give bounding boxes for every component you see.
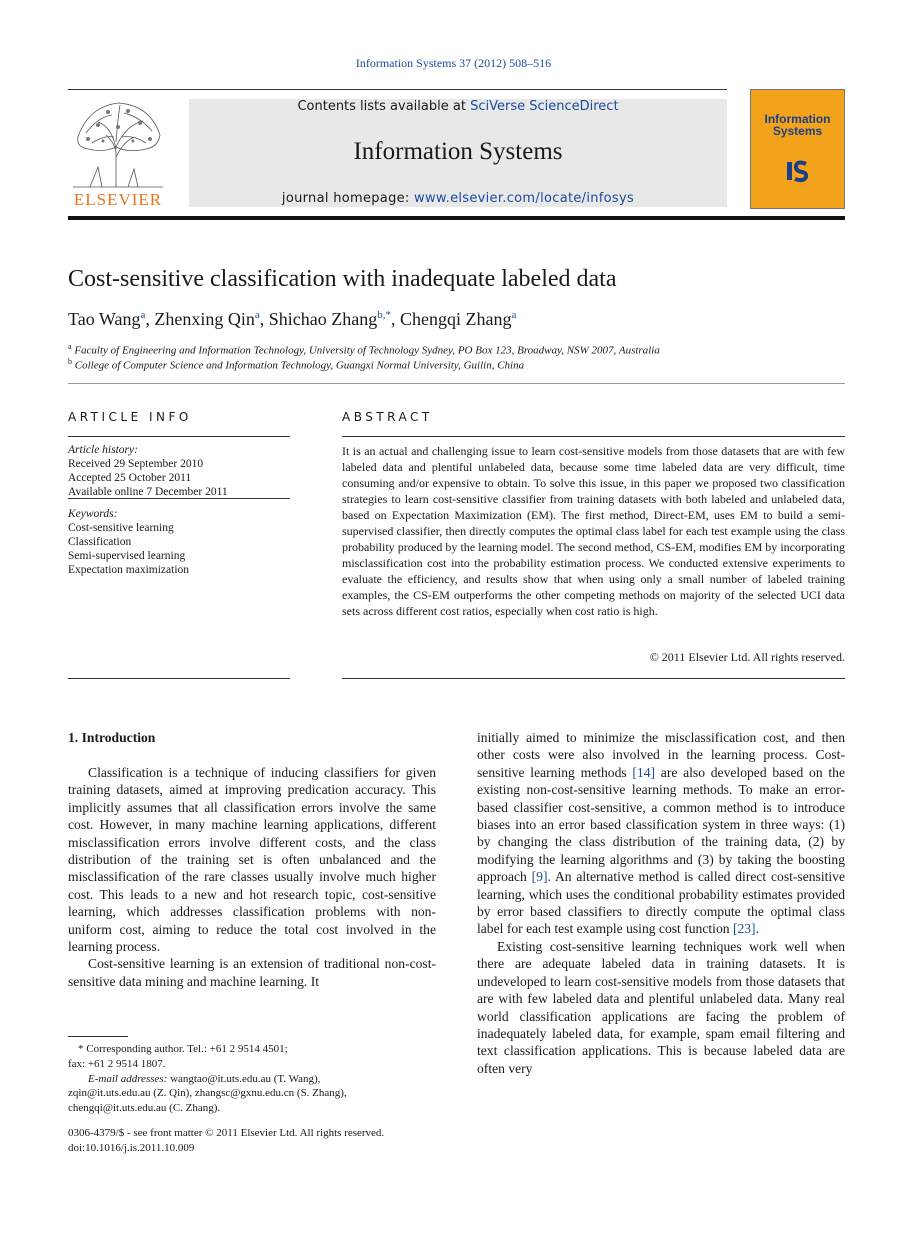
author-name: Zhenxing Qin: [154, 309, 255, 329]
history-rule: [68, 498, 290, 499]
paragraph-text: are also developed based on the existing non-cost-sensitive learning methods. To make an error-based classifier cost-sensitive, a common method is to introduce biases into an error based classification system in three ways: (1) by changing the class distribution of the training data, (2) by modifying the learning algorithms and (3) by taking the boosting approach: [477, 764, 845, 885]
keyword: Semi-supervised learning: [68, 550, 186, 562]
affiliation-text: Faculty of Engineering and Information Technology, University of Technology Sydney, PO Box 123, Broadway, NSW 2007, Australia: [74, 344, 660, 357]
reference-link[interactable]: [9]: [531, 869, 548, 885]
affiliation-a: [68, 342, 660, 357]
affiliation-marker: b: [68, 357, 72, 366]
email-label: E-mail addresses:: [88, 1072, 168, 1085]
paragraph: Classification is a technique of inducing classifiers for given training datasets, aimed at improving predication accuracy. This implicitly assumes that all classification errors involve the same cost. However, in many machine learning applications, different misclassification errors involve different costs, and the class distribution of the training set is often unbalanced and the misclassification of the rare classes usually involve much higher cost. This leads to a new and hot research topic, cost-sensitive learning, which addresses classification problems with non-uniform cost, aiming to reduce the total cost involved in the learning process.: [68, 765, 436, 955]
cover-is-logo-icon: [784, 158, 810, 184]
journal-name: Information Systems: [353, 138, 563, 165]
abstract-text: It is an actual and challenging issue to learn cost-sensitive models from those datasets that are with few labeled data and plentiful unlabeled data, because some time labeled data are very difficult, time consuming and/or expensive to obtain. To solve this issue, in this paper we proposed two classification strategies to learn cost-sensitive classifier from training datasets with both labeled and unlabeled data, based on Expectation Maximization (EM). The first method, Direct-EM, uses EM to build a semi-supervised classifier, then directly computes the optimal class label for each test example using the class probability produced by the learning model. The second method, CS-EM, modifies EM by incorporating misclassification cost into the probability estimation process. We conducted extensive experiments to evaluate the efficiency, and results show that when using only a small number of labeled training examples, the CS-EM outperforms the other competing methods on majority of the selected UCI data sets across different cost ratios, especially when cost ratio is high.: [342, 444, 845, 618]
author-name: Chengqi Zhang: [399, 309, 512, 329]
homepage-prefix: journal homepage:: [281, 191, 415, 206]
author-affiliation-marker[interactable]: a: [511, 309, 517, 321]
section-heading-introduction: 1. Introduction: [68, 730, 156, 745]
doi-line[interactable]: doi:10.1016/j.is.2011.10.009: [68, 1141, 195, 1154]
article-history: [68, 443, 228, 499]
keyword: Expectation maximization: [68, 564, 190, 576]
paragraph-text: initially aimed to minimize the misclassification cost, and then other costs were also involved in the learning process. Cost-sensitive learning methods: [477, 730, 845, 780]
reference-link[interactable]: [23]: [732, 921, 756, 937]
journal-citation[interactable]: Information Systems 37 (2012) 508–516: [355, 56, 552, 70]
keyword: Classification: [68, 536, 132, 548]
article-info-bottom-rule: [68, 678, 290, 679]
sciencedirect-link[interactable]: SciVerse ScienceDirect: [470, 99, 619, 114]
homepage-link[interactable]: www.elsevier.com/locate/infosys: [414, 191, 635, 206]
online-date: Available online 7 December 2011: [68, 486, 228, 498]
email-link[interactable]: zqin@it.uts.edu.au (Z. Qin), zhangsc@gxnu.edu.cn (S. Zhang),: [68, 1087, 347, 1100]
elsevier-wordmark: ELSEVIER: [73, 190, 163, 209]
header-thick-rule: [68, 216, 845, 220]
paragraph-text: .: [755, 921, 759, 937]
body-left-column: [68, 764, 436, 990]
history-label: Article history:: [68, 444, 138, 456]
paragraph: Existing cost-sensitive learning techniques work well when there are adequate labeled data in training datasets. It is undeveloped to learn cost-sensitive models from those datasets that are with few labeled data and plentiful unlabeled data. Many real world classification applications are facing the problem of inadequately labeled data, for example, spam email filtering and text classification applications. This is because labeled data are often very: [477, 938, 845, 1076]
author-list: Tao Wang$^a$, Zhenxing Qin$^a$, Shichao Zhang$^{b,*}$, Chengqi Zhang$^a$: [68, 309, 517, 329]
author-affiliation-marker[interactable]: b,*: [377, 309, 391, 321]
author-name: Shichao Zhang: [268, 309, 378, 329]
affiliation-b: [68, 357, 524, 372]
keywords-block: [68, 507, 189, 577]
cover-title-line-2: Systems: [772, 124, 823, 138]
email-link[interactable]: chengqi@it.uts.edu.au (C. Zhang).: [68, 1102, 221, 1115]
body-right-column: [477, 729, 845, 1077]
author-affiliation-marker[interactable]: a: [254, 309, 260, 321]
issn-line: 0306-4379/$ - see front matter © 2011 Elsevier Ltd. All rights reserved.: [68, 1127, 385, 1139]
article-info-heading: ARTICLE INFO: [68, 410, 192, 424]
article-title: Cost-sensitive classification with inadequate labeled data: [68, 266, 617, 292]
footnote-rule: [68, 1036, 128, 1037]
keyword: Cost-sensitive learning: [68, 522, 174, 534]
affiliation-text: College of Computer Science and Information Technology, Guangxi Normal University, Guilin, China: [74, 359, 525, 372]
email-link[interactable]: wangtao@it.uts.edu.au (T. Wang),: [170, 1072, 321, 1085]
journal-cover-thumbnail: [750, 89, 845, 209]
footnotes: [68, 1042, 438, 1116]
paragraph: [477, 729, 845, 938]
contents-line: [189, 99, 727, 114]
received-date: Received 29 September 2010: [68, 458, 204, 470]
paragraph-text: . An alternative method is called direct cost-sensitive learning, which uses the conditional probability estimates provided by error based classifiers to directly compute the optimal class label for each test example using cost function: [477, 869, 845, 937]
fax-note: fax: +61 2 9514 1807.: [68, 1057, 166, 1070]
front-matter-meta: [68, 1126, 438, 1156]
abstract-copyright: © 2011 Elsevier Ltd. All rights reserved.: [649, 650, 845, 664]
contents-prefix: Contents lists available at: [297, 99, 471, 114]
article-info-rule: [68, 436, 290, 437]
cover-title-line-1: Information: [764, 112, 831, 126]
affiliation-marker: a: [68, 342, 72, 351]
keywords-label: Keywords:: [68, 508, 118, 520]
accepted-date: Accepted 25 October 2011: [68, 472, 192, 484]
journal-homepage: [189, 191, 727, 206]
author-affiliation-marker[interactable]: a: [140, 309, 146, 321]
header-top-rule: [68, 89, 727, 90]
abstract-rule: [342, 436, 845, 437]
abstract-heading: ABSTRACT: [342, 410, 433, 424]
corresponding-author-note: * Corresponding author. Tel.: +61 2 9514 4501;: [78, 1043, 288, 1055]
abstract-bottom-rule: [342, 678, 845, 679]
paragraph: Cost-sensitive learning is an extension of traditional non-cost-sensitive data mining and machine learning. It: [68, 956, 436, 989]
reference-link[interactable]: [14]: [632, 764, 656, 780]
author-name: Tao Wang: [68, 309, 141, 329]
title-block-divider: [68, 383, 845, 384]
